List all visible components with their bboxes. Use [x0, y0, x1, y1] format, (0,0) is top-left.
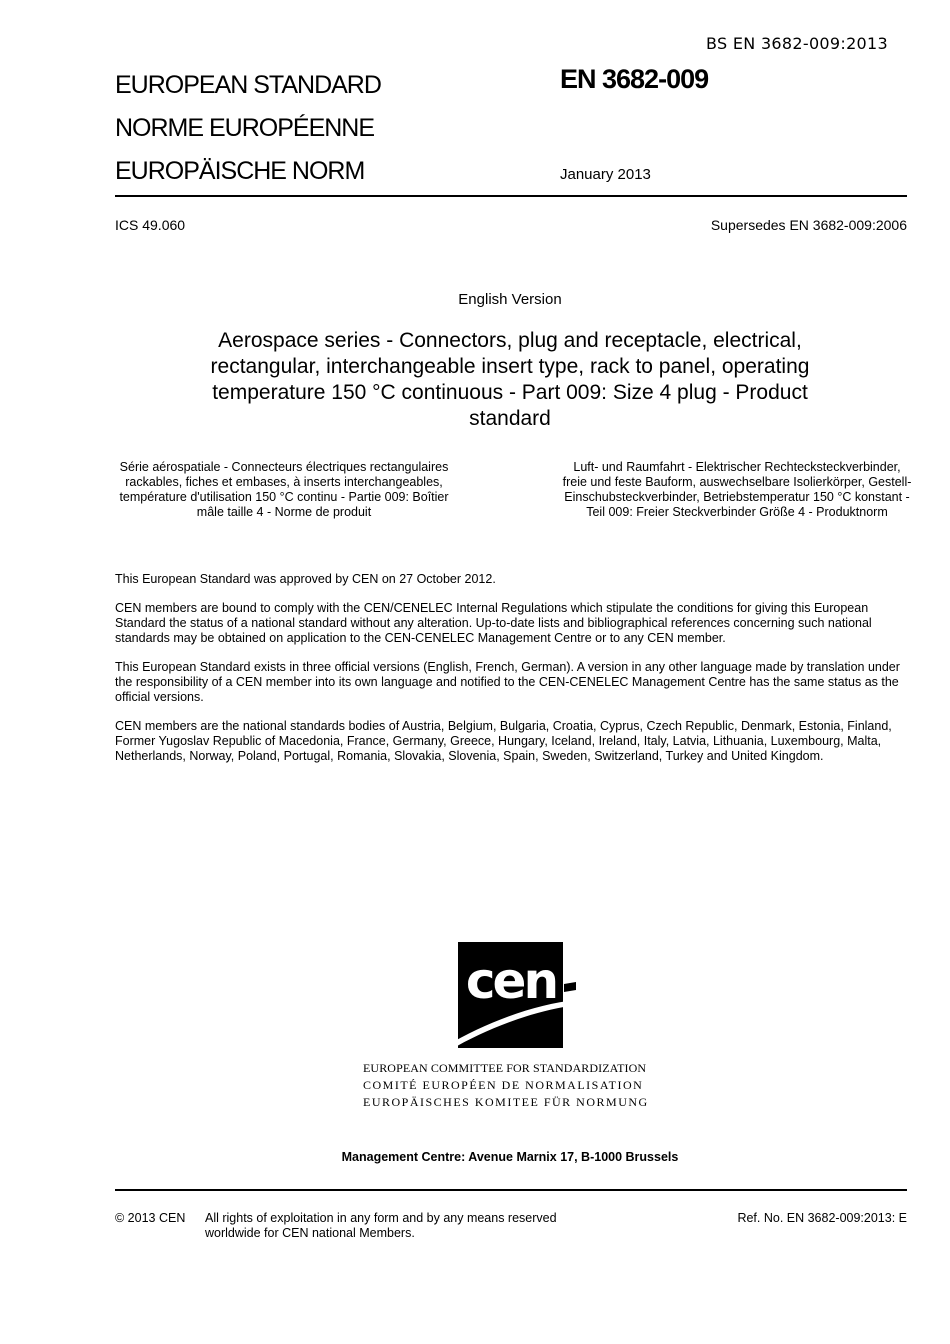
publication-date: January 2013 [560, 166, 651, 183]
copyright-notice: © 2013 CEN [115, 1211, 186, 1225]
compliance-paragraph: CEN members are bound to comply with the CEN/CENELEC Internal Regulations which stipulate the conditions for giving this European Standard the status of a national standard without any alteration. Up-to-date lists and bibliographical references concerning such national standards may be obtained on application to the CEN-CENELEC Management Centre or to any CEN member. [115, 601, 872, 645]
bs-reference: BS EN 3682-009:2013 [706, 34, 888, 53]
committee-names [363, 1060, 649, 1111]
french-title: Série aérospatiale - Connecteurs électriques rectangulaires rackables, fiches et embases, à inserts interchangeables, température d'utilisation 150 °C continu - Partie 009: Boîtier mâle taille 4 - Norme de produit [119, 460, 449, 519]
committee-name-french: COMITÉ EUROPÉEN DE NORMALISATION [363, 1078, 644, 1092]
standard-title-block [115, 64, 381, 193]
german-title: Luft- und Raumfahrt - Elektrischer Rechtecksteckverbinder, freie und feste Bauform, auswechselbare Isolierkörper, Gestell-Einschubsteckverbinder, Betriebstemperatur 150 °C konstant - Teil 009: Freier Steckverbinder Größe 4 - Produktnorm [562, 460, 912, 519]
members-paragraph: CEN members are the national standards bodies of Austria, Belgium, Bulgaria, Croatia, Cyprus, Czech Republic, Denmark, Estonia, Finland, Former Yugoslav Republic of Macedonia, France, Germany, Greece, Hungary, Iceland, Ireland, Italy, Latvia, Lithuania, Luxembourg, Malta, Netherlands, Norway, Poland, Portugal, Romania, Slovakia, Slovenia, Spain, Sweden, Switzerland, Turkey and United Kingdom. [115, 719, 892, 763]
footer-divider [115, 1189, 907, 1191]
standard-line-german: EUROPÄISCHE NORM [115, 157, 365, 185]
committee-name-english: EUROPEAN COMMITTEE FOR STANDARDIZATION [363, 1061, 647, 1075]
reference-number: Ref. No. EN 3682-009:2013: E [737, 1211, 907, 1225]
standard-line-french: NORME EUROPÉENNE [115, 114, 375, 142]
standard-line-english: EUROPEAN STANDARD [115, 71, 381, 99]
body-text [115, 572, 907, 778]
header-divider [115, 195, 907, 197]
rights-statement: All rights of exploitation in any form and by any means reserved worldwide for CEN national Members. [205, 1211, 557, 1240]
management-centre-address: Management Centre: Avenue Marnix 17, B-1000 Brussels [341, 1150, 679, 1164]
document-title: Aerospace series - Connectors, plug and receptacle, electrical, rectangular, interchangeable insert type, rack to panel, operating temperature 150 °C continuous - Part 009: Size 4 plug - Product standard [210, 329, 810, 430]
cen-logo-text: cen [465, 952, 557, 1010]
standard-number: EN 3682-009 [560, 64, 709, 94]
cen-logo-icon [446, 942, 576, 1050]
supersedes-note: Supersedes EN 3682-009:2006 [710, 217, 907, 233]
version-label: English Version [458, 291, 562, 308]
approval-paragraph: This European Standard was approved by CEN on 27 October 2012. [115, 572, 496, 586]
ics-code: ICS 49.060 [115, 217, 186, 233]
versions-paragraph: This European Standard exists in three official versions (English, French, German). A version in any other language made by translation under the responsibility of a CEN member into its own language and notified to the CEN-CENELEC Management Centre has the same status as the official versions. [115, 660, 900, 704]
committee-name-german: EUROPÄISCHES KOMITEE FÜR NORMUNG [363, 1095, 649, 1109]
